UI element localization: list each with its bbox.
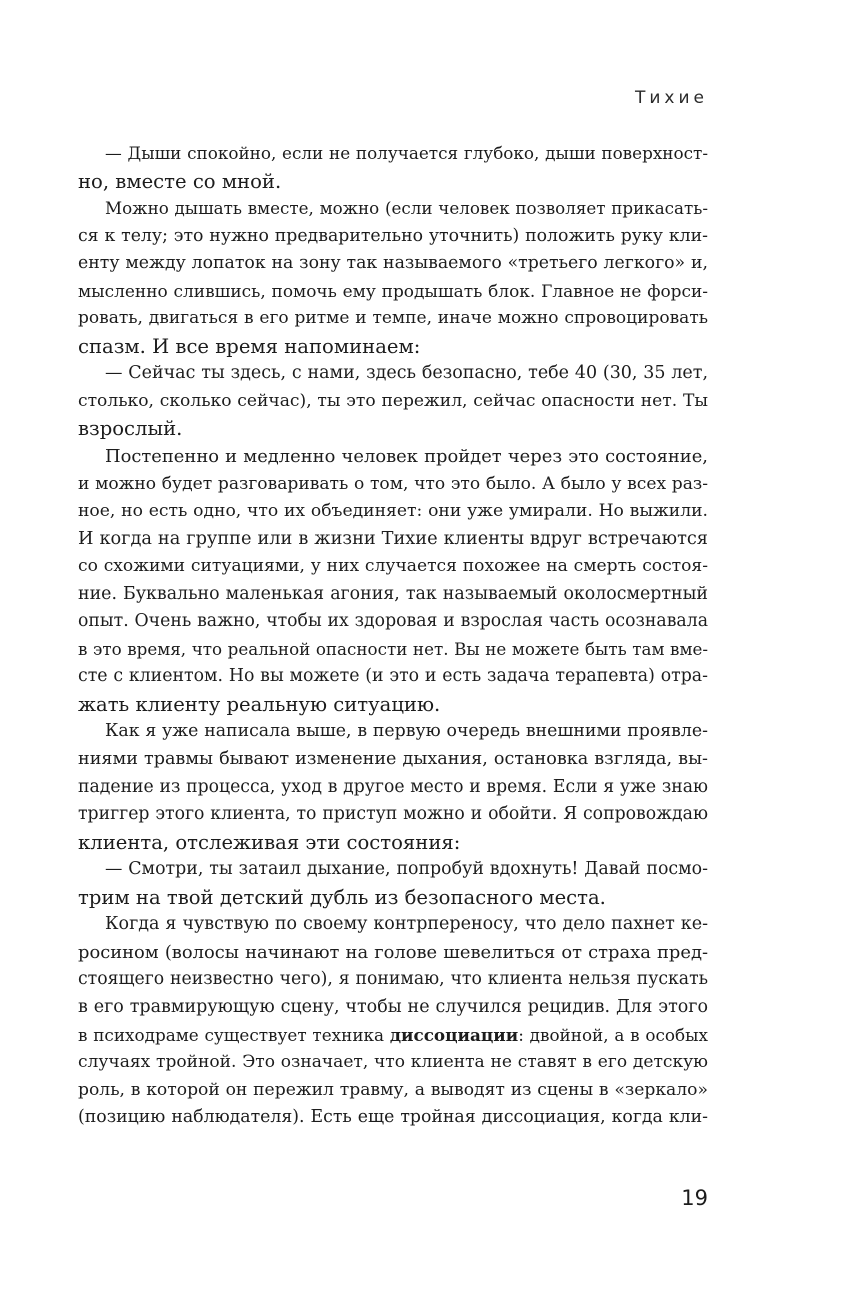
text-line: со схожими ситуациями, у них случается похожее на смерть состоя- xyxy=(78,556,708,577)
text-line: роль, в которой он пережил травму, а выводят из сцены в «зеркало» xyxy=(78,1079,708,1100)
text-line: росином (волосы начинают на голове шевелиться от страха пред- xyxy=(78,941,708,963)
text-line: падение из процесса, уход в другое место и время. Если я уже знаю xyxy=(78,776,708,797)
text-line: Как я уже написала выше, в первую очередь внешними проявле- xyxy=(105,721,708,742)
text-line: в его травмирующую сцену, чтобы не случился рецидив. Для этого xyxy=(78,996,708,1017)
text-line: ное, но есть одно, что их объединяет: они уже умирали. Но выжили. xyxy=(78,501,708,522)
text-line: Можно дышать вместе, можно (если человек позволяет прикасать- xyxy=(105,198,708,219)
text-line: — Смотри, ты затаил дыхание, попробуй вдохнуть! Давай посмо- xyxy=(105,859,708,880)
text-line: — Дыши спокойно, если не получается глубоко, дыши поверхност- xyxy=(105,143,708,163)
text-line xyxy=(78,1022,708,1050)
text-line: Постепенно и медленно человек пройдет через это состояние, xyxy=(105,446,708,468)
text-line: мысленно слившись, помочь ему продышать блок. Главное не форси- xyxy=(78,280,708,301)
text-line: — Сейчас ты здесь, с нами, здесь безопасно, тебе 40 (30, 35 лет, xyxy=(105,363,708,384)
text-line: в это время, что реальной опасности нет. Вы не можете быть там вме- xyxy=(78,638,708,659)
text-line: ние. Буквально маленькая агония, так называемый околосмертный xyxy=(78,583,708,604)
text-fragment: в психодраме существует техника xyxy=(78,1024,390,1045)
body-text xyxy=(78,140,708,1132)
bold-term: диссоциации xyxy=(389,1024,519,1045)
text-line: сте с клиентом. Но вы можете (и это и есть задача терапевта) отра- xyxy=(78,666,708,687)
text-line: ниями травмы бывают изменение дыхания, остановка взгляда, вы- xyxy=(78,749,708,770)
text-line: ровать, двигаться в его ритме и темпе, иначе можно спровоцировать xyxy=(78,308,708,329)
text-fragment: : двойной, а в особых xyxy=(518,1024,708,1045)
page-number: 19 xyxy=(681,1186,708,1210)
text-line: но, вместе со мной. xyxy=(78,169,282,193)
text-line: жать клиенту реальную ситуацию. xyxy=(78,692,441,716)
text-line: енту между лопаток на зону так называемого «третьего легкого» и, xyxy=(78,253,708,274)
text-line: опыт. Очень важно, чтобы их здоровая и взрослая часть осознавала xyxy=(78,611,708,632)
running-head: Тихие xyxy=(634,88,708,108)
text-line: триггер этого клиента, то приступ можно и обойти. Я сопровождаю xyxy=(78,804,708,825)
text-line: (позицию наблюдателя). Есть еще тройная диссоциация, когда кли- xyxy=(78,1107,708,1128)
text-line: случаях тройной. Это означает, что клиента не ставят в его детскую xyxy=(78,1052,708,1073)
text-line: клиента, отслеживая эти состояния: xyxy=(78,830,461,854)
text-line: Когда я чувствую по своему контрпереносу, что дело пахнет ке- xyxy=(105,914,708,935)
text-line: стоящего неизвестно чего), я понимаю, что клиента нельзя пускать xyxy=(78,969,708,990)
text-line: И когда на группе или в жизни Тихие клиенты вдруг встречаются xyxy=(78,528,708,549)
text-line: спазм. И все время напоминаем: xyxy=(78,334,421,358)
text-line: взрослый. xyxy=(78,417,183,441)
text-line: ся к телу; это нужно предварительно уточнить) положить руку кли- xyxy=(78,225,708,246)
text-line: трим на твой детский дубль из безопасного места. xyxy=(78,885,606,909)
text-line: и можно будет разговаривать о том, что это было. А было у всех раз- xyxy=(78,473,708,494)
text-line: столько, сколько сейчас), ты это пережил, сейчас опасности нет. Ты xyxy=(78,390,708,411)
